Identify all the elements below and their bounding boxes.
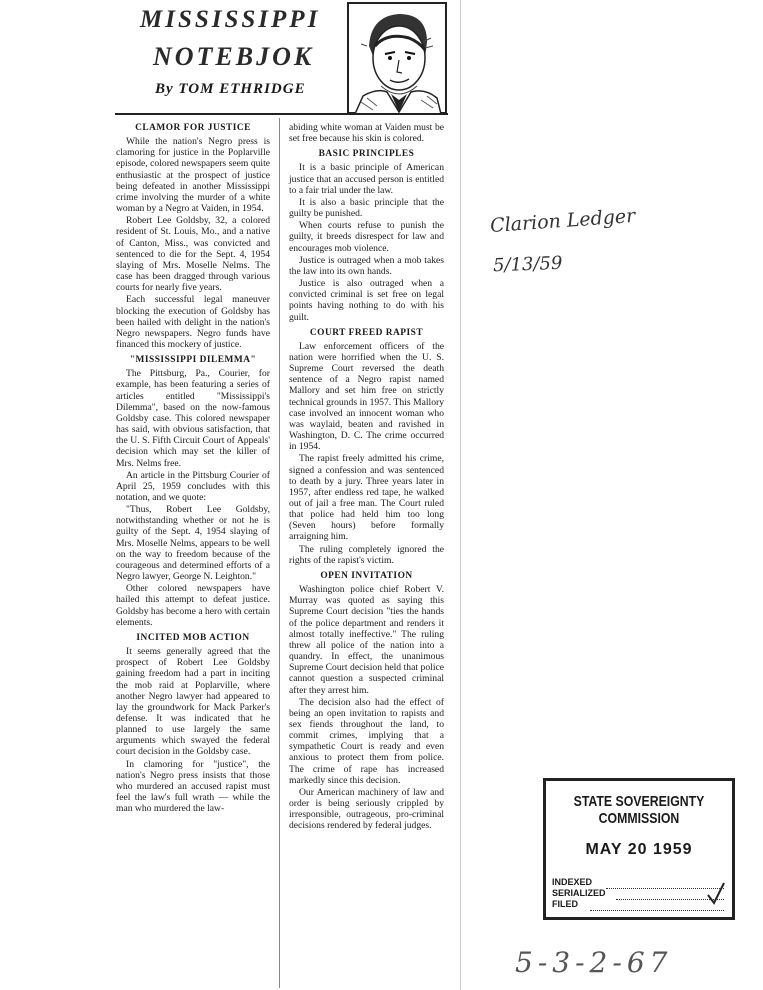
paragraph: Justice is outraged when a mob takes the law into its own hands. xyxy=(289,254,444,277)
section-heading: BASIC PRINCIPLES xyxy=(318,149,415,160)
commission-stamp xyxy=(543,778,735,920)
paragraph: The rapist freely admitted his crime, signed a confession and was sentenced to death by a jury. Three years later in 1957, after endless red tape, he walked out of jail a free man. The Court ruled that police had held him too long (Seven hours) before formally arraigning him. xyxy=(289,453,444,543)
paragraph: Each successful legal maneuver blocking the execution of Goldsby has been hailed with delight in the nation's Negro newspapers. Negro funds have financed this mockery of justice. xyxy=(116,294,270,350)
masthead-rule xyxy=(115,113,448,115)
stamp-filed-label: FILED xyxy=(552,899,578,909)
paragraph: Our American machinery of law and order is being seriously crippled by irresponsible, outrageous, pro-criminal decisions rendered by federal judges. xyxy=(289,786,444,832)
paragraph: Robert Lee Goldsby, 32, a colored resident of St. Louis, Mo., and a native of Canton, Miss., was convicted and sentenced to die for the Sept. 4, 1954 slaying of Mrs. Moselle Nelms. The case has been dragged through various courts for nearly five years. xyxy=(116,215,270,294)
stamp-date: MAY 20 1959 xyxy=(585,841,693,858)
section-basic-principles xyxy=(289,149,444,322)
stamp-filed-line xyxy=(590,909,724,911)
column-masthead xyxy=(115,2,445,114)
paragraph: It is a basic principle of American justice that an accused person is entitled to a fair trial under the law. xyxy=(289,162,444,196)
stamp-indexed-label: INDEXED xyxy=(552,877,593,887)
section-heading: "MISSISSIPPI DILEMMA" xyxy=(129,355,257,366)
paragraph: While the nation's Negro press is clamoring for justice in the Poplarville episode, colored newspapers seem quite enthusiastic at the prospect of justice being defeated in another Mississippi crime involving the murder of a white woman by a Negro at Vaiden, in 1954. xyxy=(116,136,270,215)
section-heading: COURT FREED RAPIST xyxy=(309,327,424,338)
section-heading: INCITED MOB ACTION xyxy=(136,632,250,643)
paragraph: An article in the Pittsburg Courier of April 25, 1959 concludes with this notation, and we quote: xyxy=(116,469,270,503)
stamp-title: STATE SOVEREIGNTY COMMISSION xyxy=(573,793,705,827)
stamp-serialized-label: SERIALIZED xyxy=(552,888,606,898)
paragraph: In clamoring for "justice", the nation's Negro press insists that those who murdered an accused rapist must feel the law's full wrath — while the man who murdered the law- xyxy=(116,758,270,815)
paragraph: It is also a basic principle that the guilty be punished. xyxy=(289,196,444,220)
paragraph: The decision also had the effect of being an open invitation to rapists and sex fiends throughout the land, to commit crimes, implying that a sympathetic Court is ready and even anxious to protect them from police. The crime of rape has increased markedly since this decision. xyxy=(289,696,444,786)
column-title-line2: NOTEBJOK xyxy=(153,42,315,71)
paragraph: Other colored newspapers have hailed this attempt to defeat justice. Goldsby has become a hero with certain elements. xyxy=(116,583,270,628)
author-portrait xyxy=(347,2,447,114)
column-divider xyxy=(279,118,280,988)
section-court-freed-rapist xyxy=(289,328,444,566)
byline: By TOM ETHRIDGE xyxy=(155,81,306,97)
check-mark-icon xyxy=(706,879,726,909)
continued-paragraph: abiding white woman at Vaiden must be set free because his skin is colored. xyxy=(289,122,444,145)
handwritten-file-number: 5-3-2-67 xyxy=(515,946,673,979)
paragraph: When courts refuse to punish the guilty, it breeds disrespect for law and encourages mob violence. xyxy=(289,220,444,254)
handwritten-source-note: Clarion Ledger xyxy=(489,204,636,238)
article-column-2 xyxy=(289,122,444,833)
section-heading: CLAMOR FOR JUSTICE xyxy=(135,123,251,133)
paragraph: "Thus, Robert Lee Goldsby, notwithstanding whether or not he is guilty of the Sept. 4, 1954 slaying of Mrs. Moselle Nelms, appears to be well on the way to freedom because of the courageous and determined efforts of a Negro lawyer, George N. Leighton." xyxy=(116,504,270,583)
paragraph: Washington police chief Robert V. Murray was quoted as saying this Supreme Court decision "ties the hands of the police department and renders it almost totally ineffective." The ruling threw all police of the nation into a quandry. In effect, the unanimous Supreme Court decision held that police cannot question a suspected criminal after they arrest him. xyxy=(289,584,444,696)
scan-edge-line xyxy=(460,0,461,990)
section-mississippi-dilemma xyxy=(116,355,270,628)
handwritten-date-note: 5/13/59 xyxy=(492,252,563,277)
paragraph: Law enforcement officers of the nation were horrified when the U. S. Supreme Court reversed the death sentence of a Negro rapist named Mallory and set him free on strictly technical grounds in 1957. This Mallory case involved an innocent woman who was waylaid, beaten and ravished in Washington, D. C. The crime occurred in 1954. xyxy=(289,340,444,453)
section-heading: OPEN INVITATION xyxy=(320,570,413,581)
paragraph: It seems generally agreed that the prospect of Robert Lee Goldsby gaining freedom had a part in inciting the mob raid at Poplarville, where another Negro lawyer had appeared to lay the groundwork for Mack Parker's defense. It was indicated that he planned to use largely the same arguments which swayed the federal court decision in the Goldsby case. xyxy=(116,646,270,758)
section-open-invitation xyxy=(289,571,444,832)
column-title-line1: MISSISSIPPI xyxy=(140,6,321,33)
article-column-1 xyxy=(116,118,270,815)
section-incited-mob-action xyxy=(116,633,270,815)
paragraph: The ruling completely ignored the rights of the rapist's victim. xyxy=(289,543,444,566)
paragraph: The Pittsburg, Pa., Courier, for example, has been featuring a series of articles entitled "Mississippi's Dilemma", based on the now-famous Goldsby case. This colored newspaper has said, with obvious satisfaction, that the U. S. Fifth Circuit Court of Appeals' decision which may set the killer of Mrs. Nelms free. xyxy=(116,368,270,469)
section-clamor-for-justice xyxy=(116,123,270,350)
paragraph: Justice is also outraged when a convicted criminal is set free on legal points having nothing to do with his guilt. xyxy=(289,278,444,323)
